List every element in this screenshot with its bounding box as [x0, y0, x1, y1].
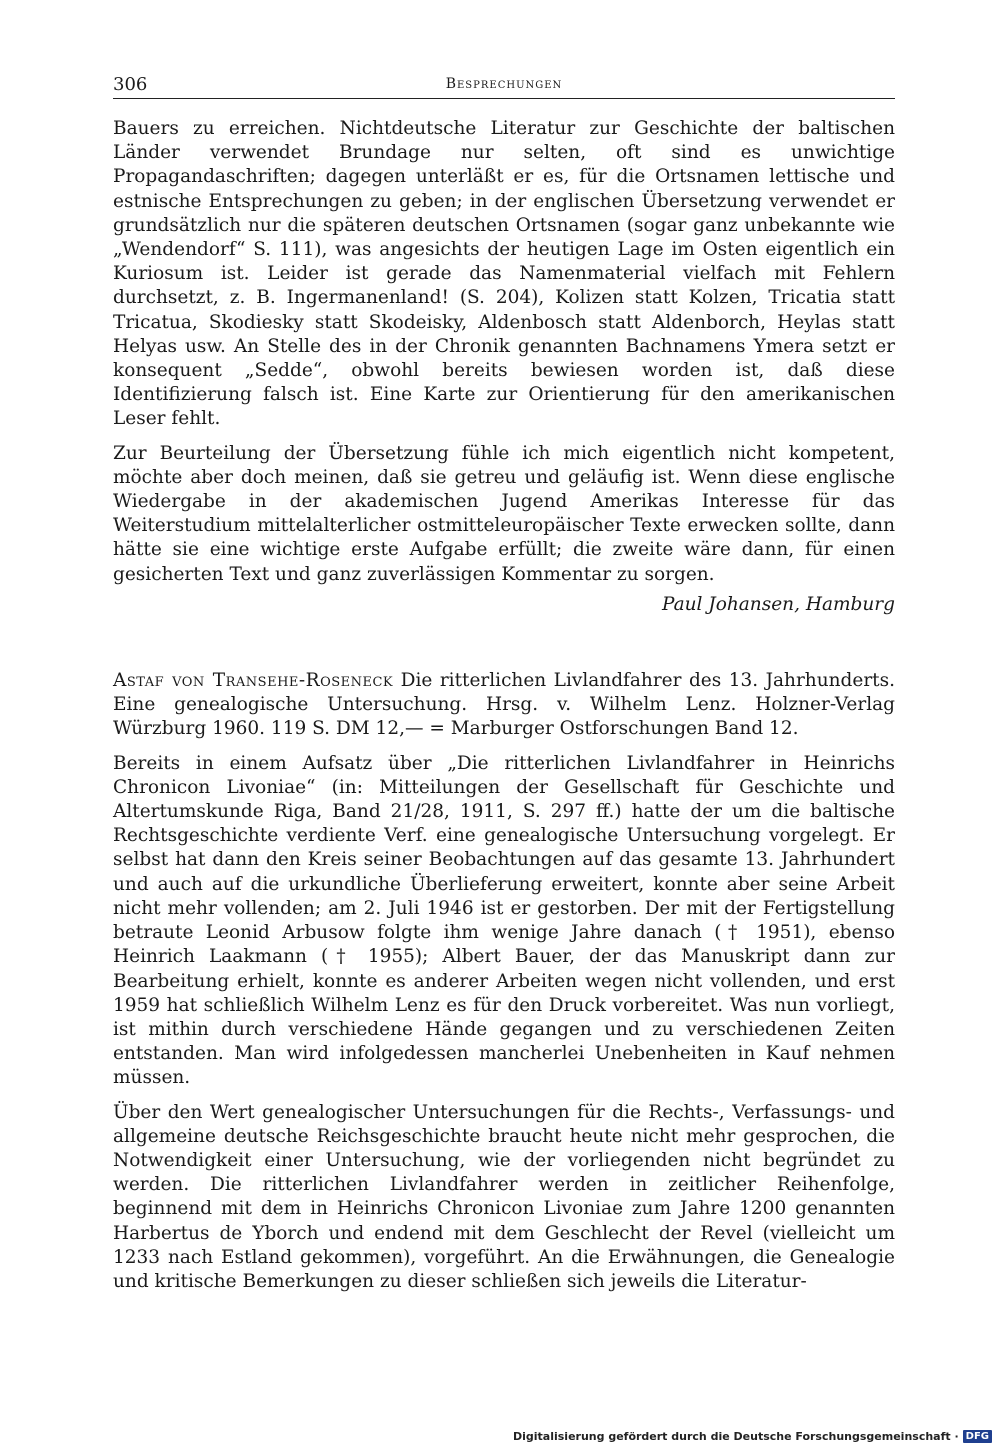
footer-credit: Digitalisierung gefördert durch die Deutsche Forschungsgemeinschaft · — [512, 1430, 959, 1443]
review-2-heading — [113, 669, 895, 742]
review-1-paragraph-2: Zur Beurteilung der Übersetzung fühle ich mich eigentlich nicht kompetent, möchte aber doch meinen, daß sie getreu und geläufig ist. Wenn diese englische Wiedergabe in der akademischen Jugend Amerikas Interesse für das Weiterstudium mittelalterlicher ostmitteleuropäischer Texte erwecken sollte, dann hätte sie eine wichtige erste Aufgabe erfüllt; die zweite wäre dann, für einen gesicherten Text und ganz zuverlässigen Kommentar zu sorgen. — [113, 442, 895, 585]
review-1-paragraph-1: Bauers zu erreichen. Nichtdeutsche Literatur zur Geschichte der baltischen Länder verwendet Brundage nur selten, oft sind es unwichtige Propagandaschriften; dagegen unterläßt er es, für die Ortsnamen lettische und estnische Entsprechungen zu geben; in der englischen Übersetzung verwendet er grundsätzlich nur die späteren deutschen Ortsnamen (sogar ganz unbekannte wie „Wendendorf“ S. 111), was angesichts der heutigen Lage im Osten eigentlich ein Kuriosum ist. Leider ist gerade das Namenmaterial vielfach mit Fehlern durchsetzt, z. B. Ingermanenland! (S. 204), Kolizen statt Kolzen, Tricatia statt Tricatua, Skodiesky statt Skodeisky, Aldenbosch statt Aldenborch, Heylas statt Helyas usw. An Stelle des in der Chronik genannten Bachnamens Ymera setzt er konsequent „Sedde“, obwohl bereits bewiesen worden ist, daß diese Identifizierung falsch ist. Eine Karte zur Orientierung für den amerikanischen Leser fehlt. — [113, 118, 895, 430]
book-citation: Die ritterlichen Livlandfahrer des 13. Jahrhunderts. Eine genealogische Untersuchung. Hrsg. v. Wilhelm Lenz. Holzner-Verlag Würzburg 1960. 119 S. DM 12,— = Marburger Ostforschungen Band 12. — [113, 670, 895, 740]
dfg-logo: DFG — [963, 1430, 992, 1443]
document-page — [113, 72, 895, 1294]
book-author: Astaf von Transehe-Roseneck — [113, 670, 394, 692]
page-number: 306 — [113, 74, 148, 95]
reviewer-signature: Paul Johansen, Hamburg — [661, 593, 895, 615]
running-header — [113, 72, 895, 99]
digitization-footer — [513, 1430, 992, 1443]
review-2-paragraph-2: Über den Wert genealogischer Untersuchungen für die Rechts-, Verfassungs- und allgemeine deutsche Reichsgeschichte braucht heute nicht mehr gesprochen, die Notwendigkeit einer Untersuchung, wie der vorliegenden nicht begründet zu werden. Die ritterlichen Livlandfahrer werden in zeitlicher Reihenfolge, beginnend mit dem in Heinrichs Chronicon Livoniae zum Jahre 1200 genannten Harbertus de Yborch und endend mit dem Geschlecht der Revel (vielleicht um 1233 nach Estland gekommen), vorgeführt. An die Erwähnungen, die Genealogie und kritische Bemerkungen zu dieser schließen sich jeweils die Literatur- — [113, 1101, 895, 1292]
section-title: Besprechungen — [445, 76, 563, 92]
review-2-paragraph-1: Bereits in einem Aufsatz über „Die ritterlichen Livlandfahrer in Heinrichs Chronicon Livoniae“ (in: Mitteilungen der Gesellschaft für Geschichte und Altertumskunde Riga, Band 21/28, 1911, S. 297 ff.) hatte der um die baltische Rechtsgeschichte verdiente Verf. eine genealogische Untersuchung vorgelegt. Er selbst hat dann den Kreis seiner Beobachtungen auf das gesamte 13. Jahrhundert und auch auf die urkundliche Überlieferung erweitert, konnte aber seine Arbeit nicht mehr vollenden; am 2. Juli 1946 ist er gestorben. Der mit der Fertigstellung betraute Leonid Arbusow folgte ihm wenige Jahre danach († 1951), ebenso Heinrich Laakmann († 1955); Albert Bauer, der das Manuskript dann zur Bearbeitung erhielt, konnte es anderer Arbeiten wegen nicht vollenden, und erst 1959 hat schließlich Wilhelm Lenz es für den Druck vorbereitet. Was nun vorliegt, ist mithin durch verschiedene Hände gegangen und zu verschiedenen Zeiten entstanden. Man wird infolgedessen mancherlei Unebenheiten in Kauf nehmen müssen. — [113, 752, 895, 1089]
